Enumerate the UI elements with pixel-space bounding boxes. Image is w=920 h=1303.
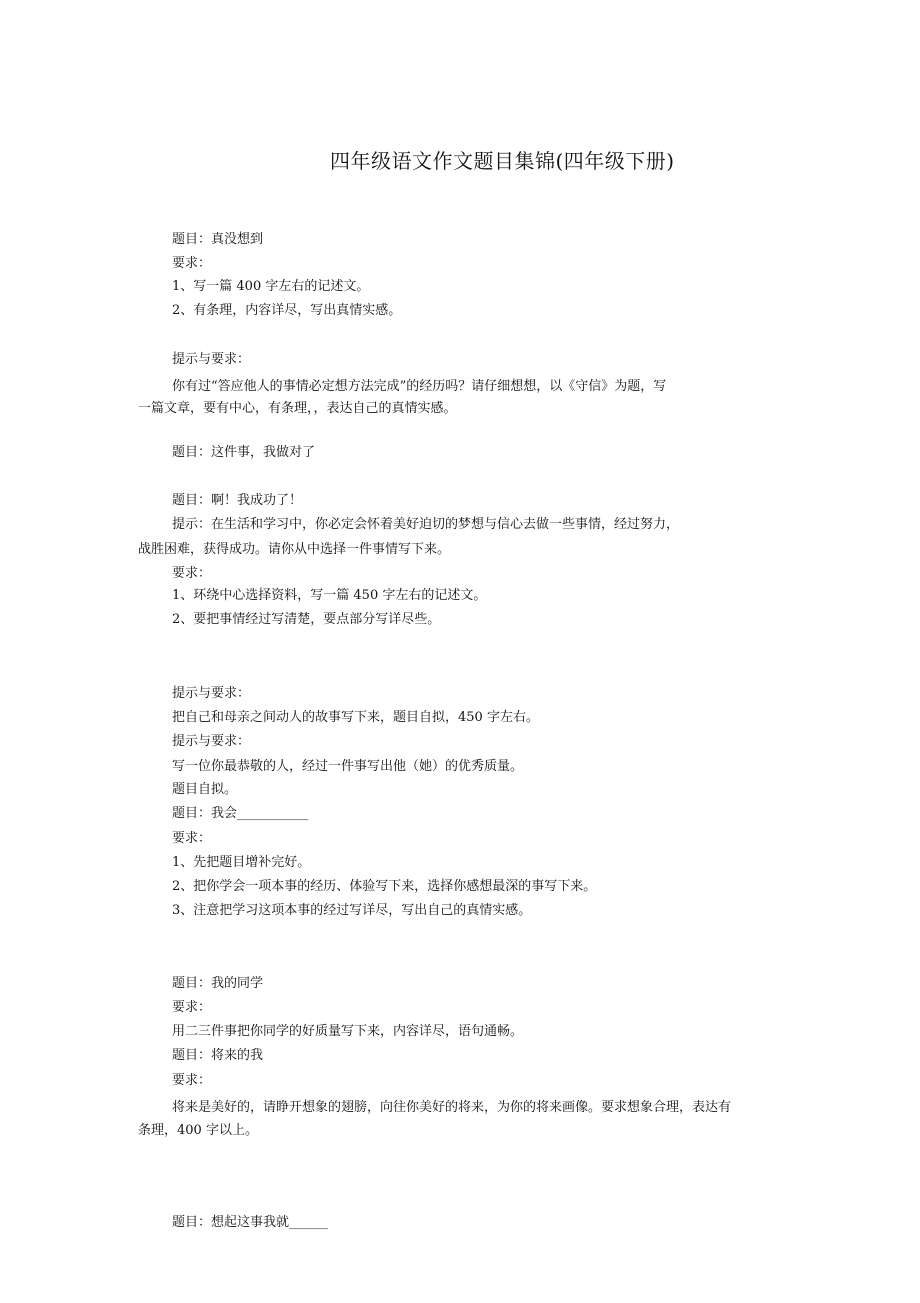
hint-label: 提示与要求： <box>172 352 251 367</box>
requirement-item: 1、环绕中心选择资料，写一篇 450 字左右的记述文。 <box>172 588 487 603</box>
requirements-label: 要求： <box>172 1000 212 1015</box>
requirement-item: 2、要把事情经过写清楚，要点部分写详尽些。 <box>172 612 441 627</box>
topic-heading: 题目：真没想到 <box>172 232 264 247</box>
topic-heading: 题目：啊！我成功了！ <box>172 493 303 508</box>
requirement-item: 用二三件事把你同学的好质量写下来，内容详尽，语句通畅。 <box>172 1024 524 1039</box>
topic-heading: 题目：想起这事我就______ <box>172 1215 329 1230</box>
requirement-item: 2、把你学会一项本事的经历、体验写下来，选择你感想最深的事写下来。 <box>172 879 597 894</box>
topic-heading: 题目：将来的我 <box>172 1048 264 1063</box>
hint-text: 战胜困难，获得成功。请你从中选择一件事情写下来。 <box>138 542 451 557</box>
topic-heading: 题目：这件事，我做对了 <box>172 445 316 460</box>
hint-label: 提示与要求： <box>172 734 251 749</box>
topic-heading: 题目：我会___________ <box>172 806 309 821</box>
hint-text: 一篇文章，要有中心，有条理，，表达自己的真情实感。 <box>138 401 457 416</box>
requirement-item: 2、有条理，内容详尽，写出真情实感。 <box>172 303 402 318</box>
requirements-label: 要求： <box>172 831 212 846</box>
topic-heading: 题目：我的同学 <box>172 976 264 991</box>
requirement-item: 1、写一篇 400 字左右的记述文。 <box>172 279 370 294</box>
requirements-label: 要求： <box>172 1073 212 1088</box>
requirement-item: 3、注意把学习这项本事的经过写详尽，写出自己的真情实感。 <box>172 903 532 918</box>
requirement-item: 1、先把题目增补完好。 <box>172 855 311 870</box>
requirements-label: 要求： <box>172 256 212 271</box>
hint-text: 把自己和母亲之间动人的故事写下来，题目自拟，450 字左右。 <box>172 710 539 725</box>
hint-label: 提示与要求： <box>172 686 251 701</box>
hint-text: 写一位你最恭敬的人，经过一件事写出他（她）的优秀质量。 <box>172 759 524 774</box>
hint-text: 题目自拟。 <box>172 782 238 797</box>
hint-text: 你有过“答应他人的事情必定想方法完成”的经历吗？请仔细想想，以《守信》为题，写 <box>172 379 667 394</box>
requirement-item: 条理，400 字以上。 <box>138 1123 258 1138</box>
hint-text: 提示：在生活和学习中，你必定会怀着美好迫切的梦想与信心去做一些事情，经过努力， <box>172 517 680 532</box>
requirement-item: 将来是美好的，请睁开想象的翅膀，向往你美好的将来，为你的将来画像。要求想象合理，表达有 <box>172 1100 732 1115</box>
requirements-label: 要求： <box>172 566 212 581</box>
document-title: 四年级语文作文题目集锦(四年级下册) <box>330 149 675 173</box>
